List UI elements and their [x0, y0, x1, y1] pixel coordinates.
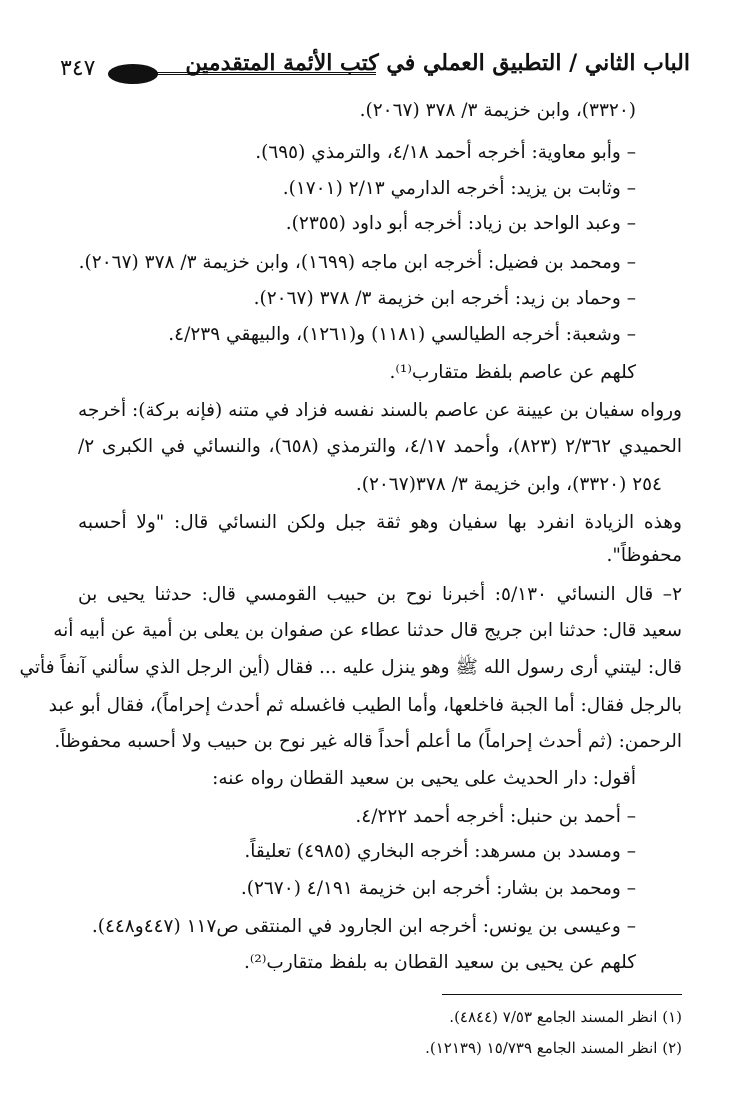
header-ornament: [108, 64, 158, 84]
text-line: – ومسدد بن مسرهد: أخرجه البخاري (٤٩٨٥) تعليقاً.: [244, 841, 636, 862]
text-line: – ومحمد بن بشار: أخرجه ابن خزيمة ٤/١٩١ (٢٦٧٠).: [240, 878, 636, 899]
text-line: ٢٥٤ (٣٣٢٠)، وابن خزيمة ٣/ ٣٧٨(٢٠٦٧).: [355, 474, 662, 495]
text-line: بالرجل فقال: أما الجبة فاخلعها، وأما الطيب فاغسله ثم أحدث إحراماً)، فقال أبو عبد: [48, 695, 682, 716]
text-line: – وثابت بن يزيد: أخرجه الدارمي ٢/١٣ (١٧٠١).: [282, 178, 636, 199]
text-line: – وأبو معاوية: أخرجه أحمد ٤/١٨، والترمذي (٦٩٥).: [255, 142, 636, 163]
text-line: – أحمد بن حنبل: أخرجه أحمد ٤/٢٢٢.: [355, 806, 636, 827]
page-number: ٣٤٧: [60, 56, 96, 81]
text-line: – وعبد الواحد بن زياد: أخرجه أبو داود (٢٣٥٥).: [285, 213, 636, 234]
footnote: (٢) انظر المسند الجامع ١٥/٧٣٩ (١٢١٣٩).: [425, 1039, 682, 1057]
text-line: كلهم عن عاصم بلفظ متقارب⁽¹⁾.: [389, 362, 636, 383]
footnote: (١) انظر المسند الجامع ٧/٥٣ (٤٨٤٤).: [449, 1008, 682, 1026]
text-line: أقول: دار الحديث على يحيى بن سعيد القطان رواه عنه:: [212, 768, 636, 789]
text-line: محفوظاً".: [606, 545, 682, 566]
text-line: الحميدي ٢/٣٦٢ (٨٢٣)، وأحمد ٤/١٧، والترمذي (٦٥٨)، والنسائي في الكبرى ٢/: [78, 436, 682, 457]
text-line: قال: ليتني أرى رسول الله ﷺ وهو ينزل عليه ... فقال (أين الرجل الذي سألني آنفاً فأتي: [19, 657, 682, 678]
text-line: كلهم عن يحيى بن سعيد القطان به بلفظ متقارب⁽²⁾.: [243, 952, 636, 973]
text-line: ٢– قال النسائي ٥/١٣٠: أخبرنا نوح بن حبيب القومسي قال: حدثنا يحيى بن: [78, 584, 682, 605]
text-line: الرحمن: (ثم أحدث إحراماً) ما أعلم أحداً قاله غير نوح بن حبيب ولا أحسبه محفوظاً.: [54, 731, 682, 752]
text-line: – وشعبة: أخرجه الطيالسي (١١٨١) و(١٢٦١)، والبيهقي ٤/٢٣٩.: [168, 324, 636, 345]
text-line: وهذه الزيادة انفرد بها سفيان وهو ثقة جبل ولكن النسائي قال: "ولا أحسبه: [78, 512, 682, 533]
running-title: الباب الثاني / التطبيق العملي في كتب الأئمة المتقدمين: [185, 50, 690, 76]
footnote-separator: [442, 994, 682, 995]
text-line: (٣٣٢٠)، وابن خزيمة ٣/ ٣٧٨ (٢٠٦٧).: [359, 100, 636, 121]
text-line: – ومحمد بن فضيل: أخرجه ابن ماجه (١٦٩٩)، وابن خزيمة ٣/ ٣٧٨ (٢٠٦٧).: [78, 252, 636, 273]
text-line: ورواه سفيان بن عيينة عن عاصم بالسند نفسه فزاد في متنه (فإنه بركة): أخرجه: [78, 400, 682, 421]
page-header: [60, 44, 690, 90]
text-line: – وعيسى بن يونس: أخرجه ابن الجارود في المنتقى ص١١٧ (٤٤٧و٤٤٨).: [91, 916, 636, 937]
text-line: – وحماد بن زيد: أخرجه ابن خزيمة ٣/ ٣٧٨ (٢٠٦٧).: [253, 288, 636, 309]
text-line: سعيد قال: حدثنا ابن جريج قال حدثنا عطاء عن صفوان بن يعلى بن أمية عن أبيه أنه: [53, 620, 682, 641]
